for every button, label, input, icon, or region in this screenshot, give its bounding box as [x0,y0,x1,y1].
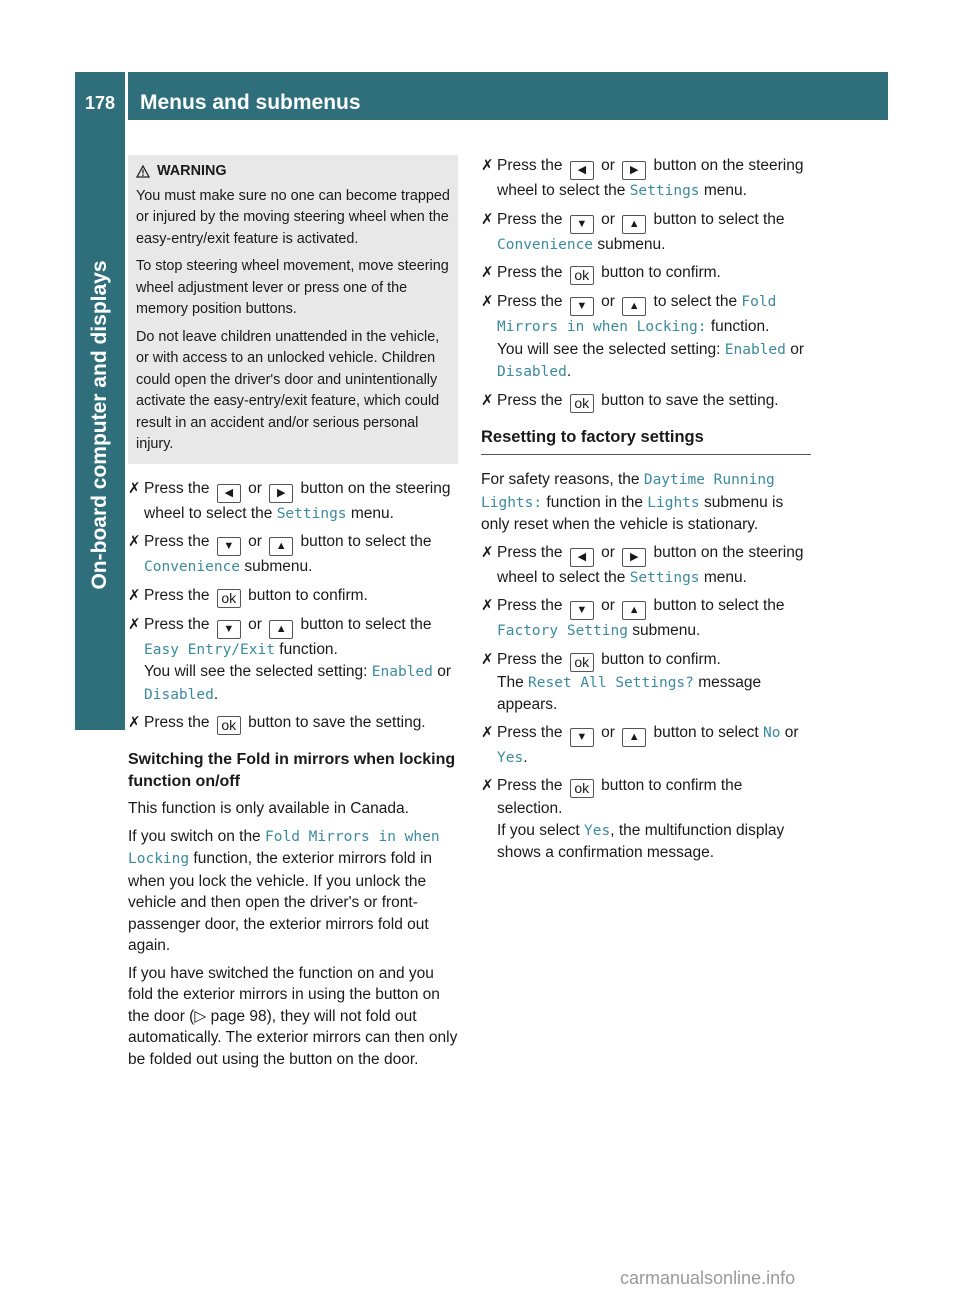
ok-key-icon: ok [570,779,594,798]
down-arrow-key-icon: ▼ [217,620,241,639]
left-arrow-key-icon: ◀ [217,484,241,503]
step-marker-icon: ✗ [128,586,141,604]
up-arrow-key-icon: ▲ [622,297,646,316]
step-marker-icon: ✗ [128,479,141,497]
step-marker-icon: ✗ [481,293,494,310]
menu-term: Easy Entry/Exit [144,641,275,658]
up-arrow-key-icon: ▲ [269,620,293,639]
step-marker-icon: ✗ [481,650,494,668]
warning-title: WARNING [157,163,227,179]
step-marker-icon: ✗ [128,714,141,731]
page-title: Menus and submenus [140,91,361,114]
instruction-step: ✗ Press the ◀ or ▶ button on the steering wheel to select the Settings menu. [481,543,804,586]
instruction-step: ✗ Press the ▼ or ▲ button to select the Convenience submenu. [128,533,432,575]
step-marker-icon: ✗ [128,533,141,550]
menu-term: Factory Setting [497,623,628,639]
right-arrow-key-icon: ▶ [622,548,646,567]
menu-term: Yes [584,822,611,839]
instruction-step: ✗ Press the ok button to save the setting. [481,391,779,411]
warning-paragraph: Do not leave children unattended in the vehicle, or with access to an unlocked vehicle. Children could open the driver's door and unintentionally activate the easy-entry/exit feature, which could result in an accident and/or serious personal injury. [136,328,440,452]
right-arrow-key-icon: ▶ [269,484,293,503]
ok-key-icon: ok [570,266,594,285]
menu-term: Yes [497,749,524,766]
step-marker-icon: ✗ [481,543,494,561]
instruction-step: ✗ Press the ◀ or ▶ button on the steering wheel to select the Settings menu. [128,479,451,522]
menu-term: Lights [647,494,700,511]
warning-paragraph: You must make sure no one can become trapped or injured by the moving steering wheel when the easy-entry/exit feature is activated. [136,187,450,247]
menu-term: Enabled [724,341,786,358]
menu-term: Disabled [144,686,214,703]
up-arrow-key-icon: ▲ [269,537,293,556]
ok-key-icon: ok [217,589,241,608]
menu-term: No [762,724,781,741]
paragraph: For safety reasons, the Daytime Running Lights: function in the Lights submenu is only reset when the vehicle is stationary. [481,471,784,533]
instruction-step: ✗ Press the ok button to confirm. The Reset All Settings? message appears. [481,650,762,713]
page-reference-icon: ▷ [194,1007,207,1025]
instruction-step: ✗ Press the ▼ or ▲ button to select No or Yes. [481,723,799,766]
menu-term: Settings [629,183,700,199]
step-marker-icon: ✗ [481,264,494,281]
instruction-step: ✗ Press the ok button to confirm. [481,264,721,283]
left-arrow-key-icon: ◀ [570,548,594,567]
instruction-step: ✗ Press the ok button to save the setting. [128,714,426,733]
up-arrow-key-icon: ▲ [622,728,646,747]
left-column [128,155,458,1076]
instruction-step: ✗ Press the ▼ or ▲ button to select the Easy Entry/Exit function. You will see the selected setting: Enabled or Disabled. [128,615,451,703]
section-heading: Switching the Fold in mirrors when locking function on/off [128,751,456,790]
instruction-step: ✗ Press the ▼ or ▲ button to select the Convenience submenu. [481,210,785,253]
paragraph: If you have switched the function on and you fold the exterior mirrors in using the button on the door (▷ page 98), they will not fold out automatically. The exterior mirrors can then only be folded out using the button on the door. [128,964,458,1068]
ok-key-icon: ok [217,716,241,735]
left-arrow-key-icon: ◀ [570,161,594,180]
section-tab-label: On-board computer and displays [88,260,111,590]
ok-key-icon: ok [570,394,594,413]
warning-heading [136,161,450,183]
step-marker-icon: ✗ [481,723,494,741]
right-column [481,155,811,870]
instruction-step: ✗ Press the ok button to confirm. [128,586,368,606]
menu-term: Fold Mirrors in when Locking: [497,294,777,335]
down-arrow-key-icon: ▼ [570,728,594,747]
up-arrow-key-icon: ▲ [622,601,646,620]
menu-term: Settings [629,569,700,586]
menu-term: Convenience [144,559,241,575]
menu-term: Fold Mirrors in when Locking [128,828,440,867]
right-arrow-key-icon: ▶ [622,161,646,180]
page-number: 178 [84,93,116,113]
instruction-step: ✗ Press the ▼ or ▲ to select the Fold Mirrors in when Locking: function. You will see the selected setting: Enabled or Disabled. [481,293,804,380]
step-marker-icon: ✗ [481,210,494,228]
ok-key-icon: ok [570,653,594,672]
down-arrow-key-icon: ▼ [570,215,594,234]
down-arrow-key-icon: ▼ [570,297,594,316]
watermark: carmanualsonline.info [620,1268,796,1288]
paragraph: If you switch on the Fold Mirrors in when Locking function, the exterior mirrors fold in when you lock the vehicle. If you unlock the vehicle and then open the driver's or front-passenger door, the exterior mirrors fold out again. [128,827,440,954]
menu-term: Settings [276,505,347,522]
header-divider [125,72,128,120]
warning-paragraph: To stop steering wheel movement, move steering wheel adjustment lever or press one of the memory position buttons. [136,258,449,317]
menu-term: Disabled [497,364,567,380]
down-arrow-key-icon: ▼ [570,601,594,620]
menu-term: Convenience [497,236,594,253]
warning-triangle-icon [136,165,150,178]
step-marker-icon: ✗ [481,157,494,174]
step-marker-icon: ✗ [128,615,141,633]
menu-term: Reset All Settings? [528,674,694,691]
page-reference-link[interactable]: page 98 [210,1007,267,1025]
step-marker-icon: ✗ [481,597,494,614]
step-marker-icon: ✗ [481,777,494,794]
section-heading: Resetting to factory settings [481,427,811,456]
menu-term: Enabled [371,664,433,680]
warning-box [128,155,458,464]
up-arrow-key-icon: ▲ [622,215,646,234]
instruction-step: ✗ Press the ▼ or ▲ button to select the Factory Setting submenu. [481,597,785,639]
instruction-step: ✗ Press the ok button to confirm the selection. If you select Yes, the multifunction display shows a confirmation message. [481,777,785,861]
menu-term: Daytime Running Lights: [481,472,775,511]
paragraph: This function is only available in Canada. [128,800,409,817]
step-marker-icon: ✗ [481,391,494,409]
down-arrow-key-icon: ▼ [217,537,241,556]
instruction-step: ✗ Press the ◀ or ▶ button on the steering wheel to select the Settings menu. [481,157,804,199]
